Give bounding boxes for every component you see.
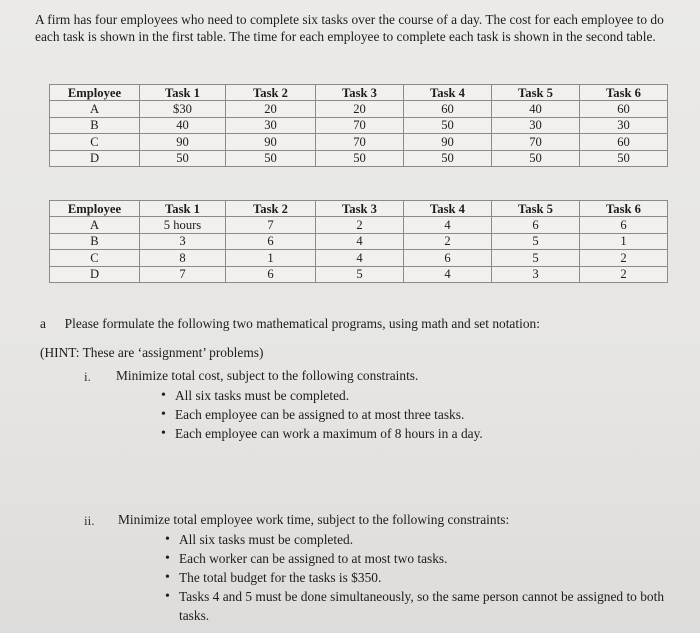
table-cell: 50 (140, 150, 226, 167)
table-row (50, 233, 668, 250)
table-cell: 70 (316, 134, 404, 151)
table-cell: 2 (580, 266, 668, 283)
table-cell: 5 hours (140, 217, 226, 234)
part-i-constraints (161, 386, 483, 443)
list-item: • Each employee can be assigned to at most three tasks. (161, 405, 483, 424)
column-header: Task 5 (492, 201, 580, 217)
table-cell: 50 (404, 150, 492, 167)
table-cell: 2 (580, 250, 668, 267)
table-row (50, 134, 668, 151)
table-row (50, 101, 668, 118)
list-item: • The total budget for the tasks is $350. (165, 568, 665, 587)
table-cell: 90 (226, 134, 316, 151)
table-cell: 2 (316, 217, 404, 234)
table-row (50, 117, 668, 134)
table-cell: 2 (404, 233, 492, 250)
table-cell: 50 (404, 117, 492, 134)
table-cell: 5 (492, 250, 580, 267)
table-cell: 6 (226, 266, 316, 283)
column-header: Employee (50, 201, 140, 217)
intro-paragraph: A firm has four employees who need to complete six tasks over the course of a day. The cost for each employee to do each task is shown in the first table. The time for each employee to complete each task is shown in the second table. (35, 12, 664, 44)
cost-table-header-row (50, 85, 668, 101)
table-cell: B (50, 233, 140, 250)
table-cell: 7 (226, 217, 316, 234)
table-cell: 60 (580, 134, 668, 151)
table-cell: C (50, 134, 140, 151)
list-item: • Each worker can be assigned to at most two tasks. (165, 549, 665, 568)
table-cell: 6 (226, 233, 316, 250)
table-cell: 90 (404, 134, 492, 151)
table-cell: 4 (316, 250, 404, 267)
part-i-title: Minimize total cost, subject to the following constraints. (116, 368, 419, 383)
time-table-header-row (50, 201, 668, 217)
table-cell: 6 (492, 217, 580, 234)
part-i-numeral: i. (84, 369, 91, 384)
question-label: a (40, 316, 46, 331)
table-cell: 30 (492, 117, 580, 134)
hint-text: (HINT: These are ‘assignment’ problems) (40, 345, 264, 360)
column-header: Task 1 (140, 85, 226, 101)
table-cell: D (50, 266, 140, 283)
table-cell: 4 (404, 266, 492, 283)
list-item: • Each employee can work a maximum of 8 hours in a day. (161, 424, 483, 443)
column-header: Task 2 (226, 201, 316, 217)
question-a (40, 316, 540, 332)
table-cell: 50 (492, 150, 580, 167)
table-cell: B (50, 117, 140, 134)
table-row (50, 150, 668, 167)
column-header: Task 1 (140, 201, 226, 217)
table-cell: $30 (140, 101, 226, 118)
table-cell: A (50, 101, 140, 118)
list-item: • Tasks 4 and 5 must be done simultaneously, so the same person cannot be assigned to both tasks. (165, 587, 665, 625)
table-cell: 3 (140, 233, 226, 250)
table-cell: 20 (226, 101, 316, 118)
time-table (49, 200, 668, 283)
table-cell: C (50, 250, 140, 267)
table-cell: 40 (140, 117, 226, 134)
table-cell: 3 (492, 266, 580, 283)
table-cell: 5 (316, 266, 404, 283)
table-cell: 50 (226, 150, 316, 167)
table-cell: 50 (316, 150, 404, 167)
table-cell: 1 (580, 233, 668, 250)
table-row (50, 250, 668, 267)
table-cell: D (50, 150, 140, 167)
part-ii-numeral: ii. (84, 513, 95, 528)
part-ii-title: Minimize total employee work time, subject to the following constraints: (118, 512, 510, 527)
table-cell: 6 (580, 217, 668, 234)
table-cell: 40 (492, 101, 580, 118)
table-cell: 4 (404, 217, 492, 234)
table-cell: 6 (404, 250, 492, 267)
table-cell: 70 (492, 134, 580, 151)
table-cell: 1 (226, 250, 316, 267)
list-item: • All six tasks must be completed. (165, 530, 665, 549)
table-cell: 20 (316, 101, 404, 118)
column-header: Task 3 (316, 85, 404, 101)
table-cell: 90 (140, 134, 226, 151)
column-header: Task 2 (226, 85, 316, 101)
column-header: Task 4 (404, 85, 492, 101)
table-cell: 30 (580, 117, 668, 134)
column-header: Task 6 (580, 201, 668, 217)
table-cell: 60 (404, 101, 492, 118)
column-header: Task 5 (492, 85, 580, 101)
table-cell: 8 (140, 250, 226, 267)
table-row (50, 266, 668, 283)
part-ii-constraints (165, 530, 665, 625)
table-cell: 7 (140, 266, 226, 283)
table-cell: 60 (580, 101, 668, 118)
table-cell: A (50, 217, 140, 234)
column-header: Task 4 (404, 201, 492, 217)
table-cell: 4 (316, 233, 404, 250)
table-cell: 30 (226, 117, 316, 134)
question-text: Please formulate the following two mathematical programs, using math and set notation: (64, 316, 540, 331)
column-header: Task 6 (580, 85, 668, 101)
table-cell: 50 (580, 150, 668, 167)
list-item: • All six tasks must be completed. (161, 386, 483, 405)
column-header: Employee (50, 85, 140, 101)
table-cell: 5 (492, 233, 580, 250)
table-row (50, 217, 668, 234)
table-cell: 70 (316, 117, 404, 134)
column-header: Task 3 (316, 201, 404, 217)
cost-table (49, 84, 668, 167)
